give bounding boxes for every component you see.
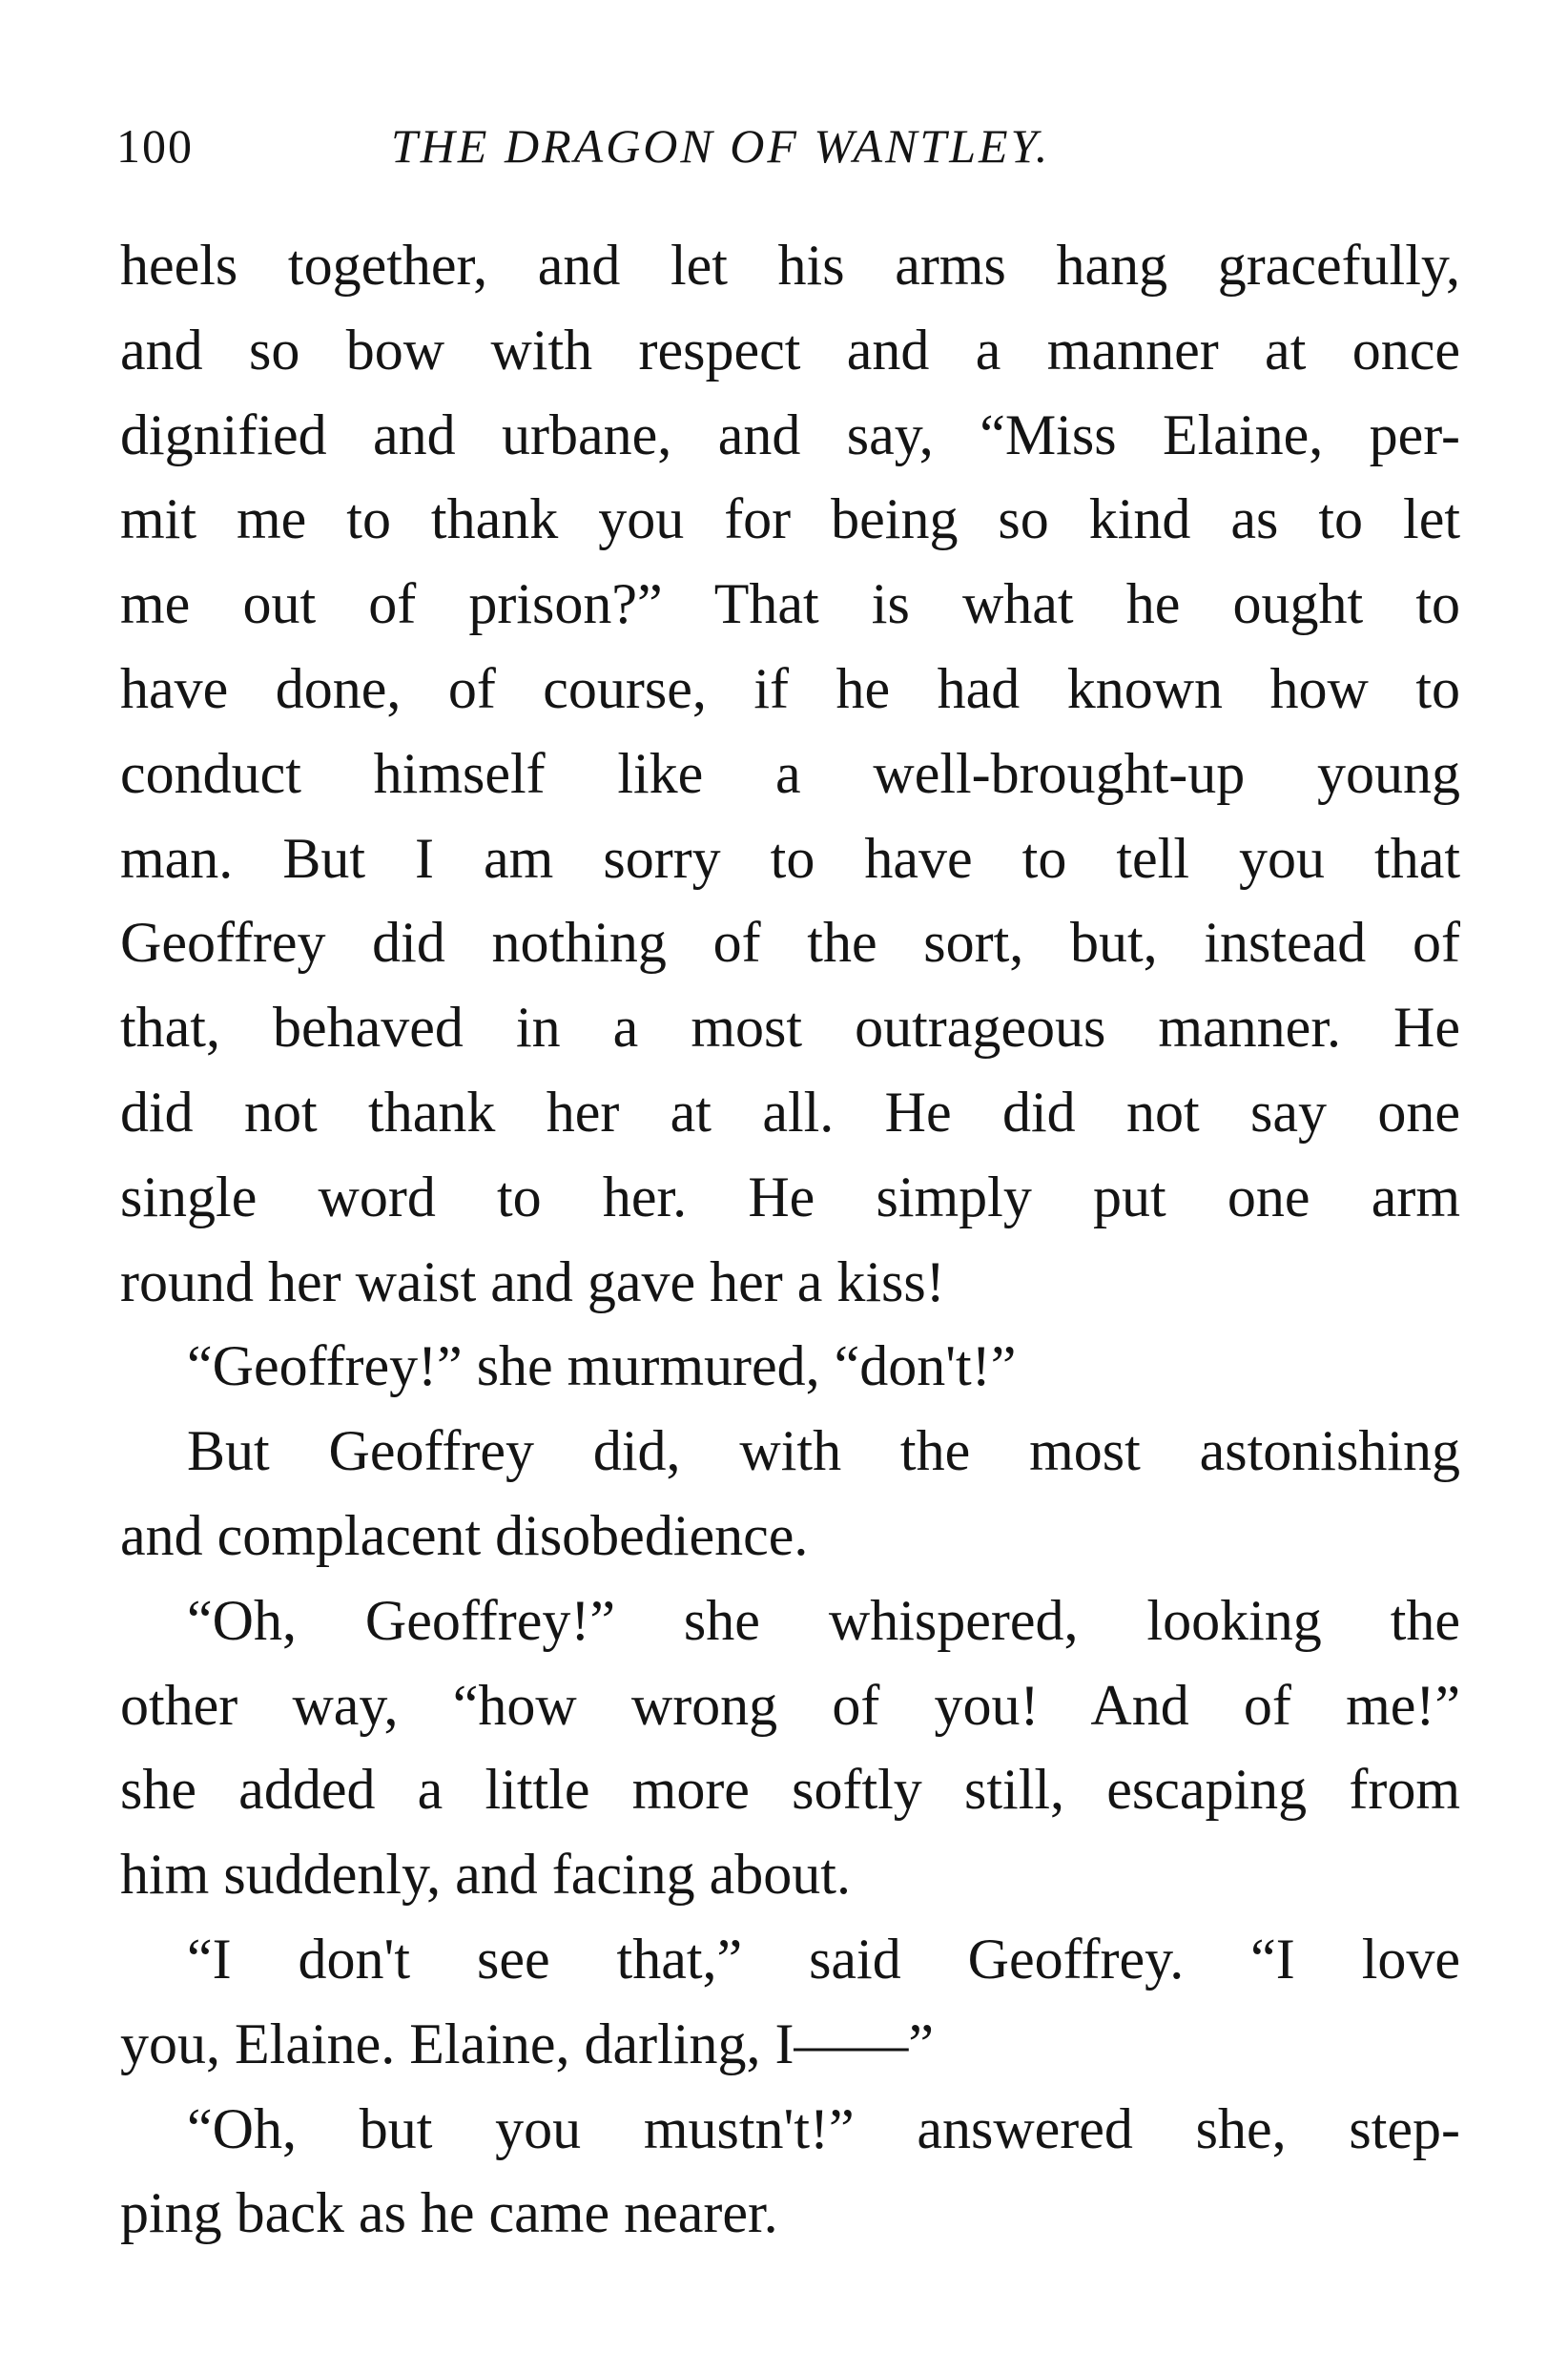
running-title: THE DRAGON OF WANTLEY.	[391, 119, 1051, 173]
text-line: me out of prison?” That is what he ought to	[120, 572, 1460, 636]
text-line: and complacent disobedience.	[120, 1503, 809, 1567]
text-line: and so bow with respect and a manner at once	[120, 318, 1460, 382]
text-line: have done, of course, if he had known how to	[120, 656, 1460, 720]
text-line: But Geoffrey did, with the most astonishing	[187, 1419, 1460, 1483]
text-line: you, Elaine. Elaine, darling, I——”	[120, 2012, 935, 2075]
text-line: single word to her. He simply put one arm	[120, 1165, 1460, 1228]
text-line: she added a little more softly still, escaping from	[120, 1758, 1460, 1822]
text-line: other way, “how wrong of you! And of me!”	[120, 1673, 1460, 1737]
text-line: that, behaved in a most outrageous manner. He	[120, 996, 1460, 1060]
page-number: 100	[116, 119, 194, 173]
running-header	[116, 113, 1452, 179]
text-line: dignified and urbane, and say, “Miss Elaine, per-	[120, 402, 1460, 466]
text-line: him suddenly, and facing about.	[120, 1843, 851, 1907]
text-line: round her waist and gave her a kiss!	[120, 1249, 945, 1313]
text-line: mit me to thank you for being so kind as to let	[120, 487, 1460, 551]
text-line: “Oh, Geoffrey!” she whispered, looking the	[187, 1588, 1460, 1652]
page-body-text	[120, 223, 1460, 2256]
text-line: “Geoffrey!” she murmured, “don't!”	[187, 1334, 1017, 1398]
text-line: man. But I am sorry to have to tell you that	[120, 826, 1460, 890]
text-line: “I don't see that,” said Geoffrey. “I love	[187, 1927, 1460, 1991]
text-line: heels together, and let his arms hang gracefully,	[120, 234, 1460, 297]
text-line: conduct himself like a well-brought-up young	[120, 741, 1460, 805]
text-line: did not thank her at all. He did not say one	[120, 1080, 1460, 1144]
text-line: Geoffrey did nothing of the sort, but, instead of	[120, 911, 1460, 975]
text-line: ping back as he came nearer.	[120, 2181, 778, 2245]
text-line: “Oh, but you mustn't!” answered she, step-	[187, 2096, 1460, 2160]
